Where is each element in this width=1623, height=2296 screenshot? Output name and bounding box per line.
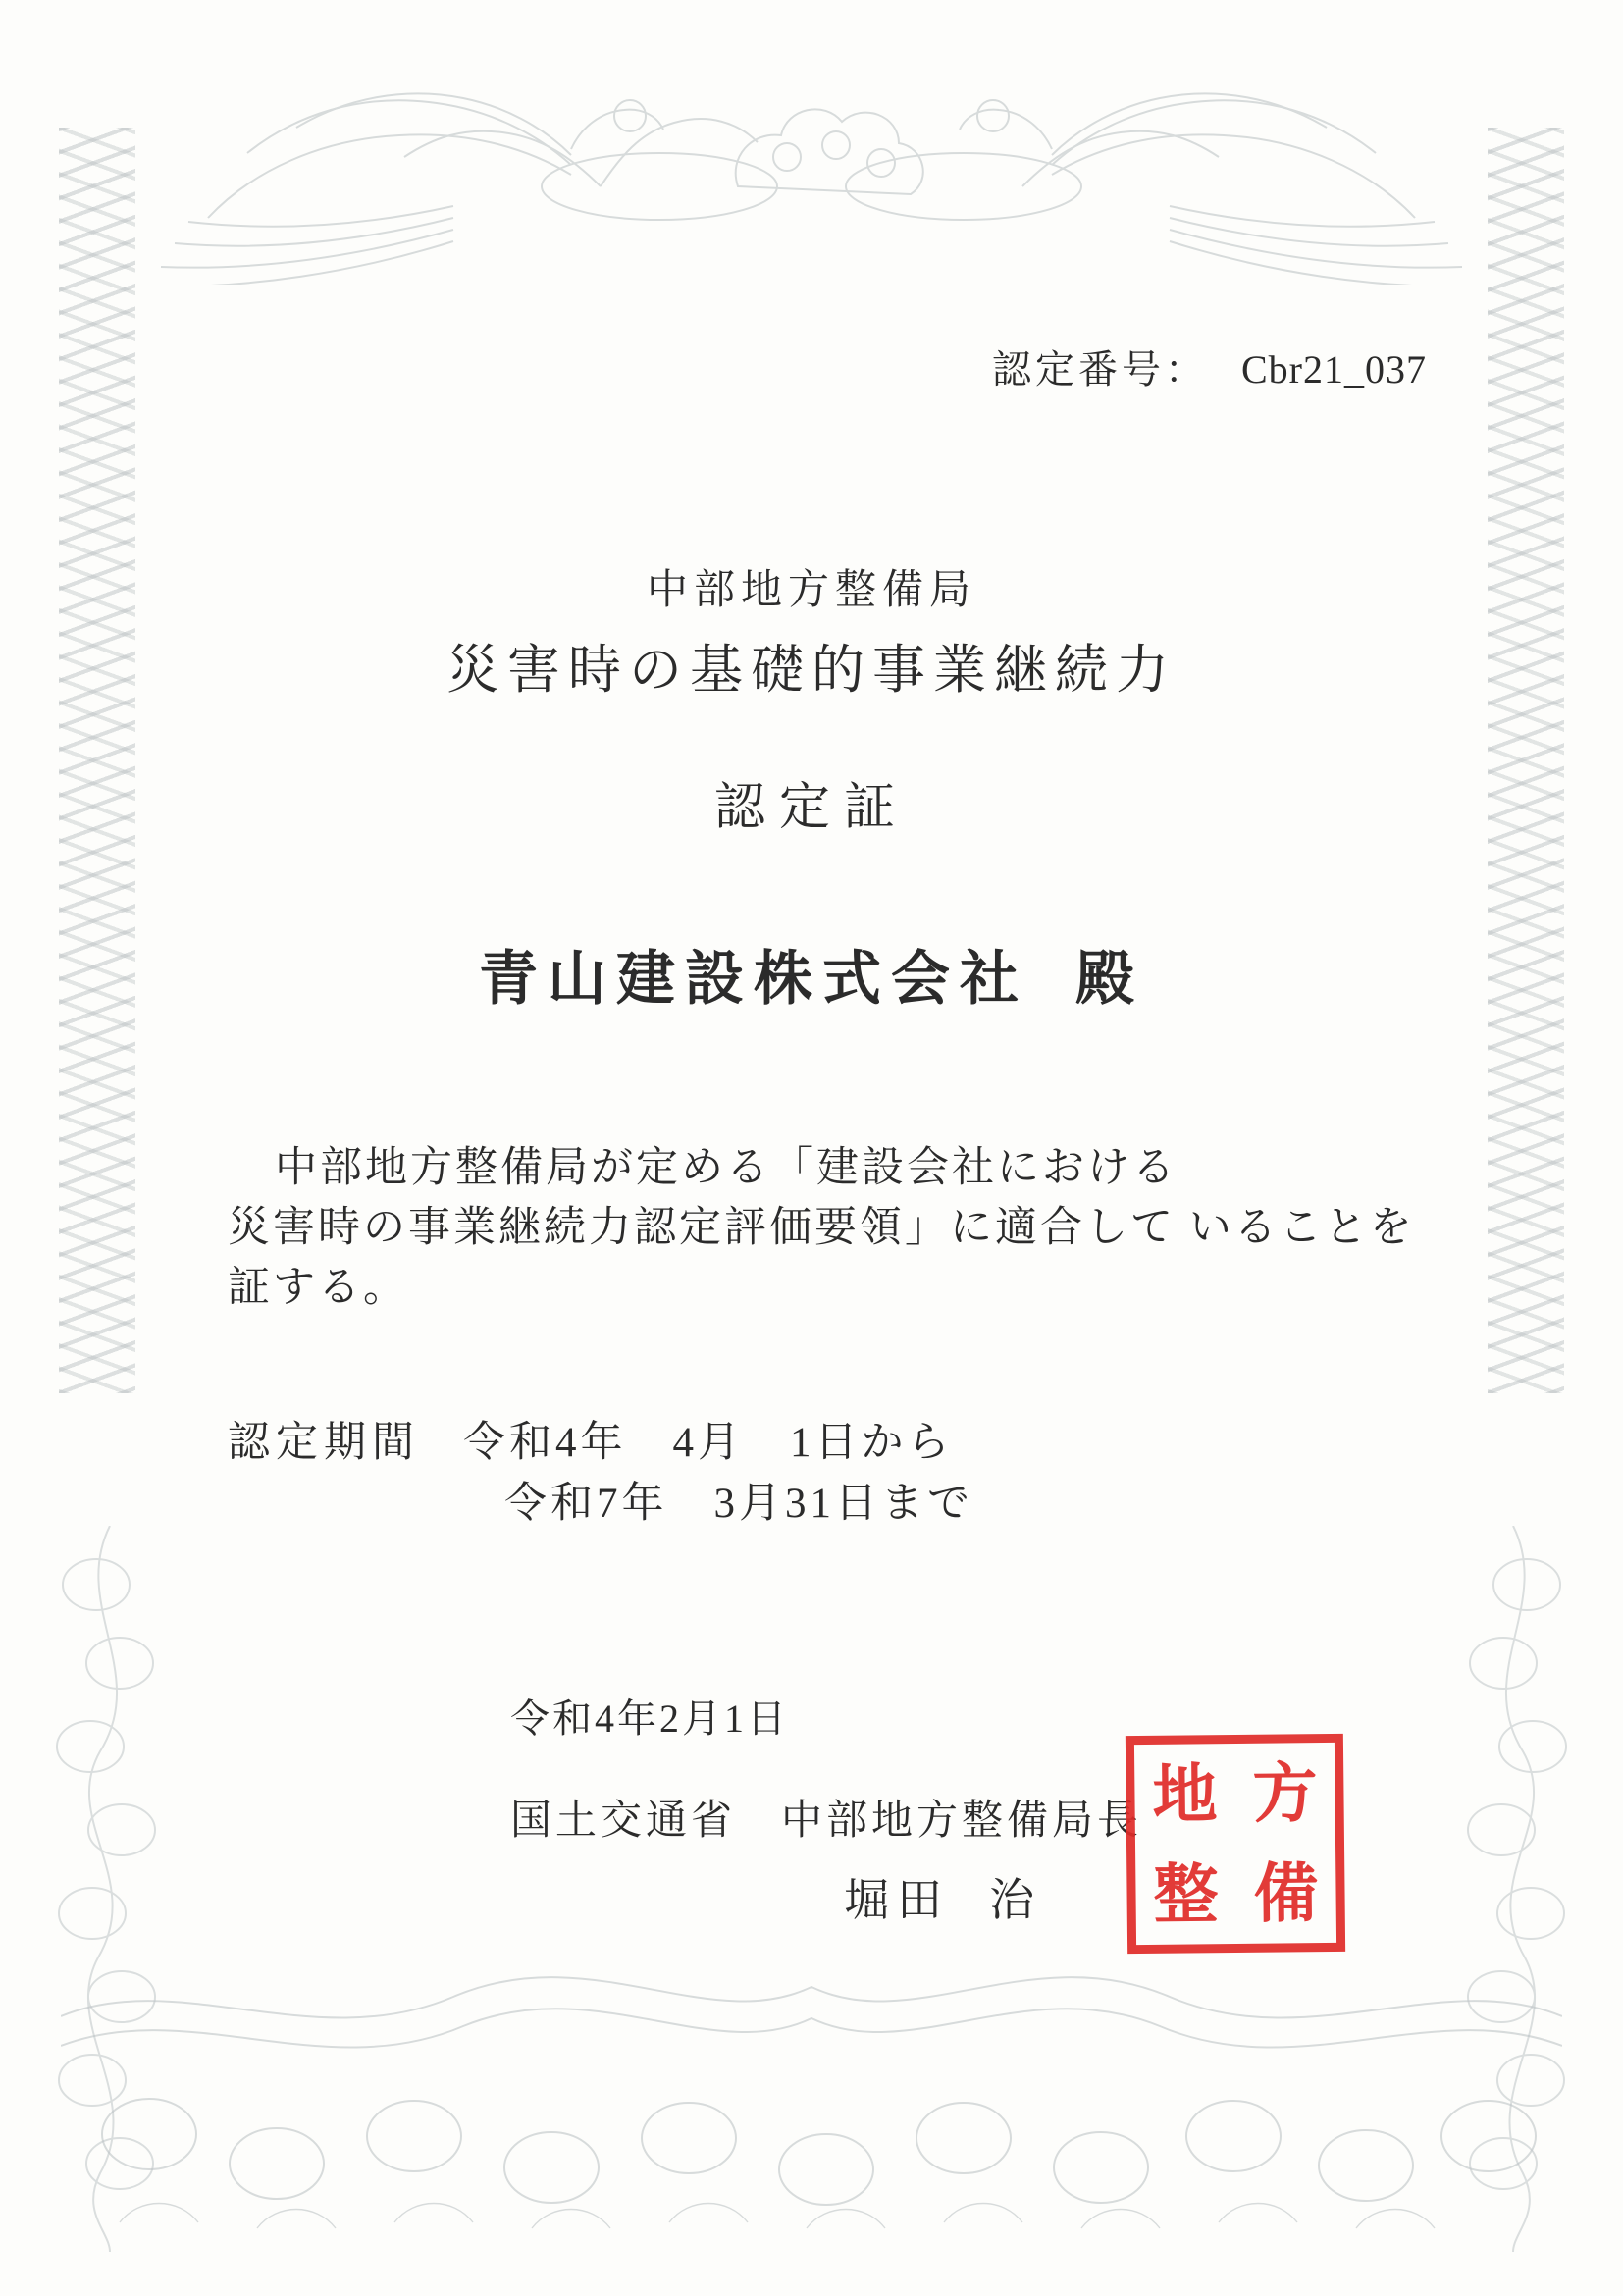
- period-to: 令和7年 3月31日まで: [504, 1481, 973, 1528]
- signer-family-name: 堀田: [844, 1875, 950, 1925]
- signer-given-name: 治: [989, 1875, 1042, 1925]
- certificate-number-value: Cbr21_037: [1241, 347, 1427, 391]
- official-seal-icon: [1126, 1734, 1345, 1954]
- recipient: [0, 932, 1623, 1017]
- certificate-number: [992, 339, 1427, 394]
- certificate-word: 認定証: [713, 780, 909, 836]
- certification-period: [228, 1413, 973, 1536]
- certificate-number-label: 認定番号：: [992, 347, 1208, 391]
- recipient-name: 青山建設株式会社: [479, 947, 1028, 1012]
- body-text-line-1: 中部地方整備局が定める「建設会社における: [275, 1145, 1178, 1191]
- signer-name: [844, 1864, 1042, 1929]
- recipient-honorific: 殿: [1075, 947, 1144, 1012]
- issue-date: 令和4年2月1日: [510, 1696, 789, 1741]
- body-text-line-2: 災害時の事業継続力認定評価要領」に適合して: [228, 1205, 1176, 1252]
- body-text-line-3: いることを証する。: [228, 1205, 1415, 1312]
- period-from: 令和4年 4月 1日から: [463, 1420, 954, 1466]
- seal-char-2: 方: [1252, 1754, 1318, 1832]
- seal-char-4: 備: [1253, 1854, 1319, 1932]
- body-text: [228, 1138, 1417, 1318]
- period-label: 認定期間: [228, 1420, 420, 1466]
- seal-char-1: 地: [1152, 1755, 1218, 1833]
- signature-title: 国土交通省 中部地方整備局長: [510, 1799, 1143, 1844]
- issuer-line: 中部地方整備局: [646, 568, 976, 613]
- page-title: 災害時の基礎的事業継続力: [446, 641, 1177, 700]
- seal-char-3: 整: [1153, 1855, 1219, 1933]
